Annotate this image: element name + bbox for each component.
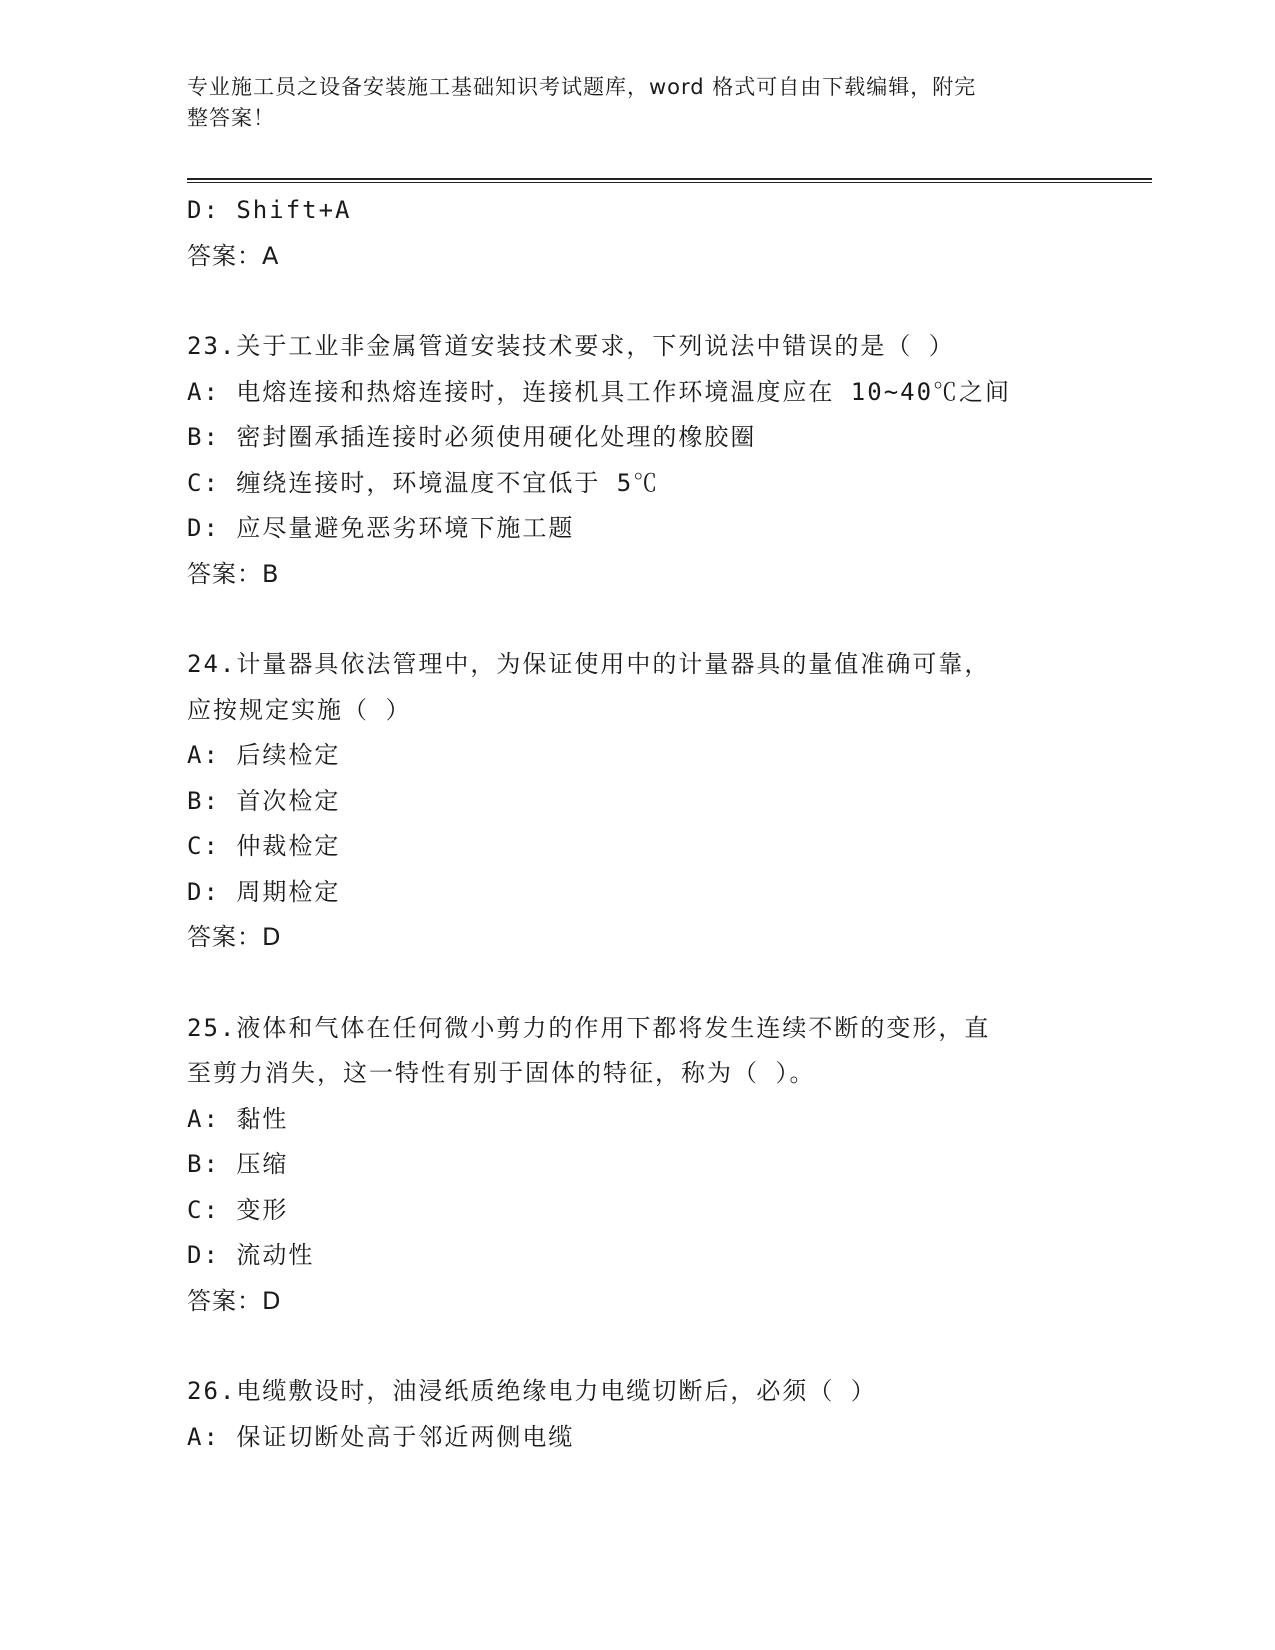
answer-line: 答案：D xyxy=(187,923,282,951)
header-line-1: 专业施工员之设备安装施工基础知识考试题库，word 格式可自由下载编辑，附完 xyxy=(187,75,977,99)
option-line: D: Shift+A xyxy=(187,196,352,224)
question-stem: 26.电缆敷设时，油浸纸质绝缘电力电缆切断后，必须（ ） xyxy=(187,1377,877,1405)
option-line: B: 压缩 xyxy=(187,1150,289,1178)
option-line: C: 缠绕连接时，环境温度不宜低于 5℃ xyxy=(187,468,660,497)
option-line: D: 周期检定 xyxy=(187,877,341,906)
question-block-24 xyxy=(187,642,1087,961)
question-block-26 xyxy=(187,1369,1087,1460)
question-list xyxy=(187,188,1087,1460)
option-line: C: 变形 xyxy=(187,1195,289,1224)
option-line: B: 密封圈承插连接时必须使用硬化处理的橡胶圈 xyxy=(187,423,757,451)
answer-line: 答案：D xyxy=(187,1286,282,1315)
question-stem: 23.关于工业非金属管道安装技术要求，下列说法中错误的是（ ） xyxy=(187,332,955,360)
question-stem: 应按规定实施（ ） xyxy=(187,695,412,724)
question-stem: 至剪力消失，这一特性有别于固体的特征，称为（ ）。 xyxy=(187,1059,816,1087)
option-line: A: 电熔连接和热熔连接时，连接机具工作环境温度应在 10~40℃之间 xyxy=(187,377,1012,406)
option-line: D: 流动性 xyxy=(187,1241,315,1269)
question-block-23 xyxy=(187,324,1087,597)
question-stem: 25.液体和气体在任何微小剪力的作用下都将发生连续不断的变形，直 xyxy=(187,1013,991,1042)
option-line: C: 仲裁检定 xyxy=(187,832,341,860)
option-line: A: 保证切断处高于邻近两侧电缆 xyxy=(187,1422,575,1451)
document-header xyxy=(187,72,1067,134)
option-line: B: 首次检定 xyxy=(187,786,341,815)
option-line: A: 黏性 xyxy=(187,1104,289,1133)
question-block-25 xyxy=(187,1006,1087,1325)
header-rule-thin xyxy=(187,182,1152,183)
answer-line: 答案：A xyxy=(187,241,280,270)
option-line: A: 后续检定 xyxy=(187,741,341,769)
option-line: D: 应尽量避免恶劣环境下施工题 xyxy=(187,514,575,542)
header-line-2: 整答案！ xyxy=(187,106,275,130)
answer-line: 答案：B xyxy=(187,559,280,588)
header-rule-thick xyxy=(187,178,1152,180)
question-stem: 24.计量器具依法管理中，为保证使用中的计量器具的量值准确可靠， xyxy=(187,650,991,678)
